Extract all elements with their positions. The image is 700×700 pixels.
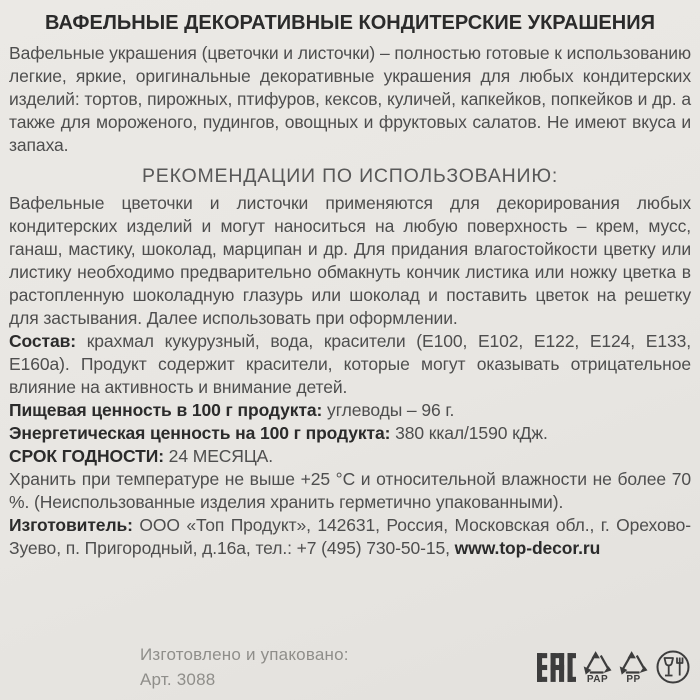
composition-label: Состав: [9, 331, 77, 351]
energy-line [9, 422, 691, 445]
energy-label: Энергетическая ценность на 100 г продукта: [9, 423, 391, 443]
manufacturer-website: www.top-decor.ru [454, 538, 601, 558]
shelf-life-line [9, 445, 691, 468]
intro-paragraph: Вафельные украшения (цветочки и листочки) – полностью готовые к использованию легкие, яркие, оригинальные декоративные украшения для любых кондитерских изделий: тортов, пирожных, птифуров, кексов, куличей, капкейков, попкейков и др. а также для мороженого, пудингов, овощных и фруктовых салатов. Не имеют вкуса и запаха. [9, 43, 691, 155]
article-number: Арт. 3088 [140, 670, 216, 689]
recommendations-paragraph: Вафельные цветочки и листочки применяются для декорирования любых кондитерских изделий и могут наноситься на любую поверхность – крем, мусс, ганаш, мастику, шоколад, марципан и др. Для придания влагостойкости цветку или листику необходимо предварительно обмакнуть кончик листика или ножку цветка в растопленную шоколадную глазурь или шоколад и поставить цветок на решетку для застывания. Далее использовать при оформлении. [9, 193, 691, 328]
product-title: ВАФЕЛЬНЫЕ ДЕКОРАТИВНЫЕ КОНДИТЕРСКИЕ УКРАШЕНИЯ [45, 12, 655, 34]
footer [9, 642, 691, 692]
nutrition-value: углеводы – 96 г. [322, 400, 455, 420]
composition-paragraph [9, 330, 691, 399]
certification-icons [537, 649, 691, 685]
food-safe-icon [655, 649, 691, 685]
energy-value: 380 ккал/1590 кДж. [390, 423, 548, 443]
nutrition-label: Пищевая ценность в 100 г продукта: [9, 400, 323, 420]
composition-text: крахмал кукурузный, вода, красители (Е100, Е102, Е122, Е124, Е133, Е160а). Продукт содержит красители, которые могут оказывать отрицательное влияние на активность и внимание детей. [9, 331, 691, 397]
manufacturer-label: Изготовитель: [9, 515, 133, 535]
recycling-pp-label: PP [626, 674, 641, 685]
manufacturer-text: ООО «Топ Продукт», 142631, Россия, Московская обл., г. Орехово-Зуево, п. Пригородный, д.16а, тел.: +7 (495) 730-50-15, [9, 515, 691, 558]
manufacturer-paragraph [9, 514, 691, 560]
recommendations-heading: РЕКОМЕНДАЦИИ ПО ИСПОЛЬЗОВАНИЮ: [141, 165, 559, 187]
shelf-life-label: СРОК ГОДНОСТИ: [9, 446, 164, 466]
storage-paragraph: Хранить при температуре не выше +25 °С и относительной влажности не более 70 %. (Неиспользованные изделия хранить герметично упакованными). [9, 469, 691, 512]
recycling-pp-mark [619, 649, 648, 685]
recycling-triangle-icon [583, 649, 612, 675]
recycling-pap-label: PAP [586, 674, 609, 685]
made-block [140, 642, 349, 692]
nutrition-line [9, 399, 691, 422]
recycling-pap-mark [583, 649, 612, 685]
recycling-triangle-icon [619, 649, 648, 675]
eac-mark-icon [537, 653, 576, 682]
made-packed-label: Изготовлено и упаковано: [140, 645, 349, 664]
shelf-life-value: 24 МЕСЯЦА. [163, 446, 274, 466]
